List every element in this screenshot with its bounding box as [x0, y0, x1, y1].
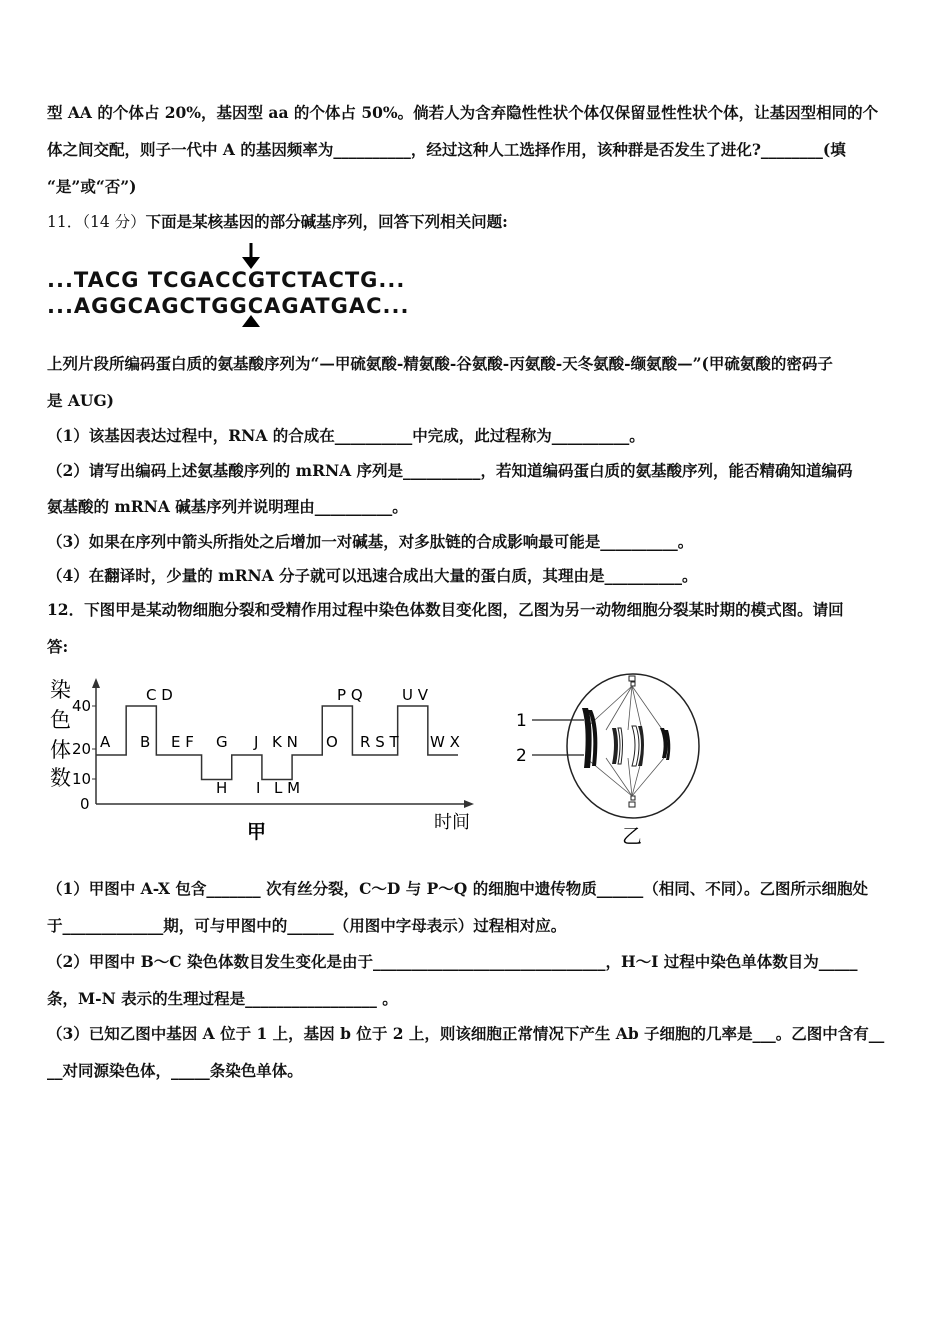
centriole-icon	[629, 676, 635, 686]
ytick-label: 10	[72, 770, 92, 788]
chromosome-label-1: 1	[516, 711, 527, 731]
q11-sub3: （3）如果在序列中箭头所指处之后增加一对碱基，对多肽链的合成影响最可能是__________。	[47, 532, 694, 551]
q11-intro-line2: 是 AUG)	[47, 391, 115, 410]
para-top-line2: 体之间交配，则子一代中 A 的基因频率为__________，经过这种人工选择作用，该种群是否发生了进化?________(填	[47, 140, 846, 159]
segment-label: R S T	[360, 733, 399, 751]
segment-label: W X	[430, 733, 460, 751]
q11-intro-line1: 上列片段所编码蛋白质的氨基酸序列为“—甲硫氨酸-精氨酸-谷氨酸-丙氨酸-天冬氨酸-缬氨酸—”(甲硫氨酸的密码子	[47, 354, 833, 373]
q11-sub2-line2: 氨基酸的 mRNA 碱基序列并说明理由__________。	[47, 497, 408, 516]
q12-sub2-line2: 条，M-N 表示的生理过程是_________________ 。	[47, 989, 398, 1008]
spindle-fibers	[586, 686, 664, 796]
y-axis-arrow-icon	[92, 678, 100, 688]
q11-stem: 下面是某核基因的部分碱基序列，回答下列相关问题:	[145, 212, 508, 231]
para-top-line1: 型 AA 的个体占 20%，基因型 aa 的个体占 50%。倘若人为含弃隐性性状个体仅保留显性性状个体，让基因型相同的个	[47, 103, 879, 122]
q11-sub4: （4）在翻译时，少量的 mRNA 分子就可以迅速合成出大量的蛋白质，其理由是__________。	[47, 566, 698, 585]
figure-yi-cell-diagram	[512, 668, 712, 852]
segment-label: U V	[402, 686, 429, 704]
q11-score: （14 分）	[82, 213, 146, 231]
ytick-label: 40	[72, 697, 92, 715]
q11-stem-line	[47, 212, 508, 232]
dna-strand-bottom: ...AGGCAGCTGGCAGATGAC...	[47, 294, 410, 318]
q12-sub3-line2: __对同源染色体，_____条染色单体。	[47, 1061, 303, 1080]
q12-sub3-line1: （3）已知乙图中基因 A 位于 1 上，基因 b 位于 2 上，则该细胞正常情况下产生 Ab 子细胞的几率是___。乙图中含有__	[47, 1024, 885, 1043]
ylabel-char: 体	[50, 738, 71, 762]
chromosome-2	[612, 728, 623, 764]
ylabel-char: 染	[50, 678, 71, 702]
q12-stem-line1: 12．下图甲是某动物细胞分裂和受精作用过程中染色体数目变化图，乙图为另一动物细胞分裂某时期的模式图。请回	[47, 600, 844, 619]
segment-label: K N	[272, 733, 298, 751]
segment-label: A	[100, 733, 111, 751]
q11-sub2-line1: （2）请写出编码上述氨基酸序列的 mRNA 序列是__________，若知道编码蛋白质的氨基酸序列，能否精确知道编码	[47, 461, 853, 480]
segment-label: E F	[171, 733, 194, 751]
chart-jia	[44, 672, 484, 852]
segment-label: C D	[146, 686, 173, 704]
chromosome-4	[660, 728, 670, 760]
q11-sub1: （1）该基因表达过程中，RNA 的合成在__________中完成，此过程称为__________。	[47, 426, 645, 445]
centriole-icon	[629, 796, 635, 807]
q12-stem-line2: 答:	[47, 637, 69, 656]
chromosome-1	[582, 708, 597, 768]
ylabel-char: 数	[50, 766, 71, 790]
chromosome-label-2: 2	[516, 746, 527, 766]
q12-sub1-line2: 于_____________期，可与甲图中的______（用图中字母表示）过程相对应。	[47, 916, 567, 935]
q12-sub2-line1: （2）甲图中 B～C 染色体数目发生变化是由于______________________________，H～I 过程中染色单体数目为_____	[47, 952, 858, 971]
q11-number: 11．	[47, 213, 83, 231]
x-axis-arrow-icon	[464, 800, 474, 808]
x-axis-label: 时间	[434, 812, 470, 833]
q12-sub1-line1: （1）甲图中 A-X 包含_______ 次有丝分裂，C～D 与 P～Q 的细胞中遗传物质______（相同、不同）。乙图所示细胞处	[47, 879, 868, 898]
segment-label: O	[326, 733, 338, 751]
figure-caption-yi: 乙	[622, 824, 642, 848]
chromosome-3	[632, 726, 644, 766]
ytick-label: 20	[72, 740, 92, 758]
segment-label: P Q	[337, 686, 363, 704]
ylabel-char: 色	[50, 708, 71, 732]
dna-strand-top: ...TACG TCGACCGTCTACTG...	[47, 268, 406, 292]
segment-label: J	[254, 733, 259, 751]
segment-label: L M	[274, 779, 301, 797]
para-top-line3: “是”或“否”)	[47, 177, 137, 196]
segment-label: H	[216, 779, 228, 797]
ytick-label: 0	[80, 795, 90, 813]
segment-label: G	[216, 733, 228, 751]
down-arrow-icon	[242, 243, 260, 269]
figure-caption-jia: 甲	[247, 821, 267, 843]
segment-label: I	[256, 779, 261, 797]
segment-label: B	[140, 733, 151, 751]
